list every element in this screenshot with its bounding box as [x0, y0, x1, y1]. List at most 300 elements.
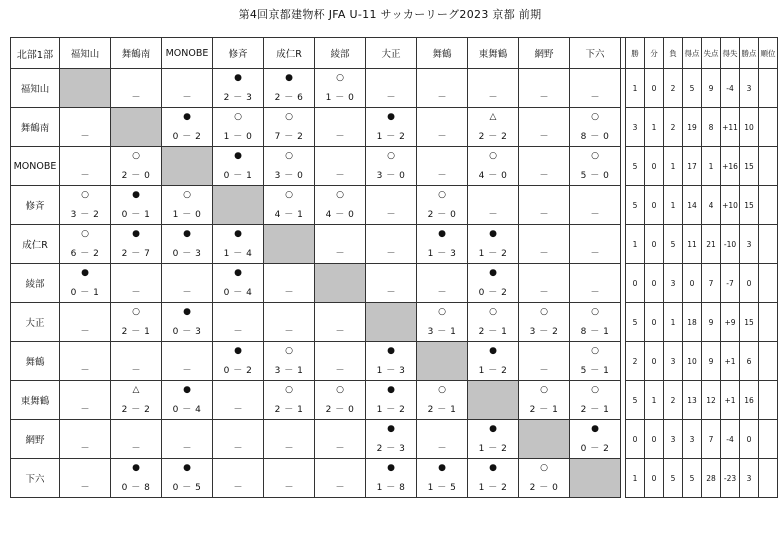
row-header-team: 成仁R	[11, 225, 60, 264]
stat-header: 失点	[702, 38, 721, 69]
match-score: 2 － 1	[529, 405, 559, 415]
match-score: 8 － 1	[580, 327, 610, 337]
stat-cell: -23	[721, 459, 740, 498]
unplayed-dash: －	[335, 483, 345, 493]
match-score: 0 － 1	[223, 171, 253, 181]
result-mark: ●	[132, 463, 140, 473]
match-result-cell	[264, 69, 315, 108]
match-result-cell	[213, 69, 264, 108]
stat-cell: 0	[645, 225, 664, 264]
unplayed-dash: －	[284, 327, 294, 337]
match-score: 1 － 2	[478, 444, 508, 454]
match-score: 1 － 0	[223, 132, 253, 142]
result-mark: ●	[183, 307, 191, 317]
result-mark: ○	[132, 151, 140, 161]
match-score: 1 － 3	[427, 249, 457, 259]
stat-cell: 0	[645, 264, 664, 303]
unplayed-match-cell	[417, 108, 468, 147]
unplayed-match-cell	[570, 69, 621, 108]
unplayed-match-cell	[60, 459, 111, 498]
stat-cell: 7	[702, 264, 721, 303]
column-header-team: 舞鶴南	[111, 38, 162, 69]
match-result-cell	[366, 342, 417, 381]
match-score: 2 － 6	[274, 93, 304, 103]
unplayed-dash: －	[233, 405, 243, 415]
unplayed-match-cell	[519, 69, 570, 108]
unplayed-match-cell	[315, 303, 366, 342]
stat-cell: 10	[740, 108, 759, 147]
result-mark: ○	[591, 151, 599, 161]
result-mark: ●	[387, 463, 395, 473]
result-mark: ●	[183, 463, 191, 473]
stat-cell: 18	[683, 303, 702, 342]
result-mark: ○	[591, 112, 599, 122]
match-score: 1 － 2	[376, 132, 406, 142]
unplayed-dash: －	[386, 210, 396, 220]
match-result-cell	[213, 108, 264, 147]
self-match-cell	[570, 459, 621, 498]
match-result-cell	[264, 147, 315, 186]
match-result-cell	[570, 303, 621, 342]
match-score: 2 － 1	[478, 327, 508, 337]
match-result-cell	[162, 108, 213, 147]
result-mark: ○	[285, 190, 293, 200]
match-score: 2 － 0	[121, 171, 151, 181]
stat-cell: 3	[664, 264, 683, 303]
stat-cell: 2	[664, 108, 683, 147]
match-result-cell	[417, 225, 468, 264]
unplayed-dash: －	[131, 366, 141, 376]
result-mark: ●	[234, 73, 242, 83]
result-mark: ●	[489, 463, 497, 473]
unplayed-match-cell	[315, 420, 366, 459]
match-score: 0 － 4	[172, 405, 202, 415]
row-header-team: 網野	[11, 420, 60, 459]
match-score: 1 － 3	[376, 366, 406, 376]
stat-cell	[759, 381, 778, 420]
unplayed-match-cell	[162, 264, 213, 303]
result-mark: ●	[387, 424, 395, 434]
match-result-cell	[315, 186, 366, 225]
stat-cell: +11	[721, 108, 740, 147]
match-result-cell	[162, 459, 213, 498]
match-result-cell	[519, 381, 570, 420]
match-score: 0 － 2	[172, 132, 202, 142]
self-match-cell	[264, 225, 315, 264]
match-result-cell	[111, 186, 162, 225]
result-mark: ●	[183, 112, 191, 122]
match-result-cell	[111, 303, 162, 342]
match-score: 5 － 0	[580, 171, 610, 181]
match-result-cell	[468, 147, 519, 186]
team-row	[11, 303, 778, 342]
match-result-cell	[468, 303, 519, 342]
match-result-cell	[468, 108, 519, 147]
team-row	[11, 420, 778, 459]
unplayed-dash: －	[335, 366, 345, 376]
team-row	[11, 225, 778, 264]
result-mark: ○	[285, 112, 293, 122]
stat-cell: 17	[683, 147, 702, 186]
stat-cell: 2	[626, 342, 645, 381]
match-result-cell	[111, 381, 162, 420]
stat-cell: 10	[683, 342, 702, 381]
result-mark: ●	[234, 346, 242, 356]
stat-cell	[759, 69, 778, 108]
match-result-cell	[315, 381, 366, 420]
match-score: 2 － 1	[121, 327, 151, 337]
unplayed-dash: －	[386, 249, 396, 259]
unplayed-match-cell	[417, 420, 468, 459]
result-mark: △	[132, 385, 140, 395]
stat-cell	[759, 420, 778, 459]
stat-cell: 5	[683, 69, 702, 108]
stat-cell	[759, 303, 778, 342]
unplayed-match-cell	[519, 147, 570, 186]
column-header-team: MONOBE	[162, 38, 213, 69]
unplayed-dash: －	[80, 483, 90, 493]
match-score: 5 － 1	[580, 366, 610, 376]
stat-cell: +10	[721, 186, 740, 225]
unplayed-match-cell	[417, 147, 468, 186]
row-header-team: 舞鶴	[11, 342, 60, 381]
match-score: 0 － 8	[121, 483, 151, 493]
page-title: 第4回京都建物杯 JFA U-11 サッカーリーグ2023 京都 前期	[238, 8, 542, 21]
result-mark: ○	[438, 190, 446, 200]
unplayed-match-cell	[162, 420, 213, 459]
stat-cell: 0	[645, 147, 664, 186]
stat-cell: 15	[740, 186, 759, 225]
match-score: 0 － 2	[478, 288, 508, 298]
stat-cell: 0	[626, 264, 645, 303]
stat-cell	[759, 186, 778, 225]
self-match-cell	[162, 147, 213, 186]
result-mark: ○	[591, 346, 599, 356]
stat-cell	[759, 342, 778, 381]
match-result-cell	[417, 381, 468, 420]
stat-cell: 3	[740, 225, 759, 264]
unplayed-match-cell	[60, 303, 111, 342]
match-score: 0 － 1	[70, 288, 100, 298]
unplayed-dash: －	[335, 444, 345, 454]
stat-cell: 0	[683, 264, 702, 303]
unplayed-match-cell	[111, 342, 162, 381]
result-mark: ○	[591, 385, 599, 395]
result-mark: ○	[336, 385, 344, 395]
row-header-team: 東舞鶴	[11, 381, 60, 420]
match-score: 2 － 0	[529, 483, 559, 493]
column-header-team: 綾部	[315, 38, 366, 69]
stat-cell: 2	[664, 381, 683, 420]
match-score: 7 － 2	[274, 132, 304, 142]
stat-cell: 1	[664, 186, 683, 225]
result-mark: ●	[183, 385, 191, 395]
match-result-cell	[213, 264, 264, 303]
match-score: 2 － 7	[121, 249, 151, 259]
unplayed-dash: －	[488, 93, 498, 103]
result-mark: ○	[285, 151, 293, 161]
unplayed-match-cell	[519, 342, 570, 381]
match-result-cell	[111, 225, 162, 264]
result-mark: ○	[489, 151, 497, 161]
stat-cell: 1	[626, 459, 645, 498]
result-mark: ○	[489, 307, 497, 317]
match-score: 2 － 1	[427, 405, 457, 415]
stat-cell: 8	[702, 108, 721, 147]
match-score: 0 － 2	[580, 444, 610, 454]
match-score: 3 － 0	[376, 171, 406, 181]
team-row	[11, 147, 778, 186]
result-mark: ●	[489, 268, 497, 278]
unplayed-dash: －	[590, 210, 600, 220]
stat-cell: 1	[645, 381, 664, 420]
match-result-cell	[570, 342, 621, 381]
result-mark: ●	[387, 112, 395, 122]
result-mark: ●	[387, 346, 395, 356]
stat-cell: 1	[702, 147, 721, 186]
stat-cell: 5	[626, 303, 645, 342]
stat-cell: 3	[683, 420, 702, 459]
stat-cell: 5	[664, 225, 683, 264]
match-result-cell	[468, 459, 519, 498]
unplayed-dash: －	[131, 288, 141, 298]
stat-cell: -4	[721, 420, 740, 459]
header-row	[11, 38, 778, 69]
unplayed-match-cell	[570, 225, 621, 264]
match-result-cell	[162, 303, 213, 342]
column-header-team: 下六	[570, 38, 621, 69]
self-match-cell	[366, 303, 417, 342]
unplayed-dash: －	[539, 171, 549, 181]
unplayed-dash: －	[80, 405, 90, 415]
team-row	[11, 264, 778, 303]
stat-cell: 21	[702, 225, 721, 264]
unplayed-dash: －	[233, 483, 243, 493]
match-result-cell	[264, 342, 315, 381]
match-result-cell	[162, 186, 213, 225]
unplayed-match-cell	[60, 108, 111, 147]
match-result-cell	[213, 225, 264, 264]
row-header-team: 大正	[11, 303, 60, 342]
unplayed-dash: －	[335, 249, 345, 259]
match-result-cell	[366, 459, 417, 498]
unplayed-match-cell	[213, 459, 264, 498]
stat-cell: 0	[645, 303, 664, 342]
match-result-cell	[264, 381, 315, 420]
match-score: 1 － 2	[478, 249, 508, 259]
unplayed-dash: －	[437, 171, 447, 181]
match-score: 0 － 1	[121, 210, 151, 220]
unplayed-dash: －	[131, 93, 141, 103]
match-score: 1 － 4	[223, 249, 253, 259]
unplayed-match-cell	[264, 459, 315, 498]
result-mark: ●	[81, 268, 89, 278]
result-mark: ○	[540, 463, 548, 473]
stat-cell: 15	[740, 147, 759, 186]
match-score: 3 － 0	[274, 171, 304, 181]
column-header-team: 成仁R	[264, 38, 315, 69]
result-mark: ○	[540, 385, 548, 395]
unplayed-match-cell	[264, 264, 315, 303]
match-result-cell	[60, 264, 111, 303]
match-result-cell	[60, 186, 111, 225]
match-result-cell	[417, 186, 468, 225]
result-mark: ○	[336, 73, 344, 83]
unplayed-match-cell	[60, 342, 111, 381]
result-mark: ○	[336, 190, 344, 200]
match-score: 0 － 3	[172, 249, 202, 259]
result-mark: ●	[132, 190, 140, 200]
match-result-cell	[366, 108, 417, 147]
unplayed-dash: －	[284, 444, 294, 454]
stat-cell: 19	[683, 108, 702, 147]
match-result-cell	[570, 147, 621, 186]
row-header-team: 福知山	[11, 69, 60, 108]
corner-label: 北部1部	[11, 38, 60, 69]
team-row	[11, 459, 778, 498]
match-score: 2 － 1	[580, 405, 610, 415]
stat-cell: 2	[664, 69, 683, 108]
match-result-cell	[468, 420, 519, 459]
stat-cell: 9	[702, 303, 721, 342]
result-mark: ●	[489, 229, 497, 239]
stat-cell	[759, 264, 778, 303]
result-mark: ●	[591, 424, 599, 434]
result-mark: ○	[540, 307, 548, 317]
result-mark: ○	[438, 307, 446, 317]
match-result-cell	[468, 342, 519, 381]
row-header-team: 修斉	[11, 186, 60, 225]
match-result-cell	[519, 303, 570, 342]
unplayed-match-cell	[162, 69, 213, 108]
stat-cell: 0	[740, 420, 759, 459]
stat-cell: -7	[721, 264, 740, 303]
match-score: 1 － 8	[376, 483, 406, 493]
self-match-cell	[213, 186, 264, 225]
stat-cell: 1	[664, 147, 683, 186]
match-score: 1 － 2	[376, 405, 406, 415]
unplayed-match-cell	[315, 459, 366, 498]
unplayed-dash: －	[182, 366, 192, 376]
match-score: 2 － 2	[121, 405, 151, 415]
match-score: 2 － 1	[274, 405, 304, 415]
unplayed-dash: －	[539, 210, 549, 220]
stat-cell: 5	[664, 459, 683, 498]
match-result-cell	[315, 69, 366, 108]
match-score: 2 － 3	[223, 93, 253, 103]
match-result-cell	[111, 147, 162, 186]
unplayed-dash: －	[539, 288, 549, 298]
result-mark: ●	[489, 424, 497, 434]
unplayed-match-cell	[366, 69, 417, 108]
result-mark: ○	[285, 346, 293, 356]
match-score: 6 － 2	[70, 249, 100, 259]
unplayed-match-cell	[315, 225, 366, 264]
unplayed-match-cell	[264, 303, 315, 342]
unplayed-match-cell	[366, 264, 417, 303]
column-header-team: 大正	[366, 38, 417, 69]
result-mark: ○	[438, 385, 446, 395]
unplayed-dash: －	[335, 171, 345, 181]
match-score: 0 － 3	[172, 327, 202, 337]
self-match-cell	[519, 420, 570, 459]
stat-cell: 5	[626, 186, 645, 225]
match-score: 1 － 5	[427, 483, 457, 493]
match-score: 4 － 1	[274, 210, 304, 220]
result-mark: ○	[183, 190, 191, 200]
unplayed-dash: －	[437, 132, 447, 142]
unplayed-match-cell	[315, 147, 366, 186]
unplayed-match-cell	[162, 342, 213, 381]
stat-cell: 5	[626, 381, 645, 420]
unplayed-match-cell	[519, 225, 570, 264]
unplayed-match-cell	[519, 186, 570, 225]
row-header-team: 綾部	[11, 264, 60, 303]
result-mark: ○	[387, 151, 395, 161]
result-mark: ●	[234, 268, 242, 278]
match-score: 0 － 4	[223, 288, 253, 298]
stat-cell: 0	[645, 69, 664, 108]
stat-cell: +9	[721, 303, 740, 342]
result-mark: ●	[132, 229, 140, 239]
match-result-cell	[417, 303, 468, 342]
unplayed-dash: －	[539, 366, 549, 376]
stat-cell: 9	[702, 342, 721, 381]
result-mark: ●	[183, 229, 191, 239]
stat-cell: 6	[740, 342, 759, 381]
unplayed-match-cell	[60, 381, 111, 420]
unplayed-match-cell	[519, 108, 570, 147]
unplayed-match-cell	[570, 264, 621, 303]
row-header-team: 下六	[11, 459, 60, 498]
match-result-cell	[468, 264, 519, 303]
unplayed-match-cell	[366, 225, 417, 264]
stat-cell: -4	[721, 69, 740, 108]
stat-cell: 0	[626, 420, 645, 459]
unplayed-dash: －	[437, 93, 447, 103]
stat-cell: 0	[645, 342, 664, 381]
match-score: 3 － 1	[427, 327, 457, 337]
match-score: 4 － 0	[325, 210, 355, 220]
unplayed-dash: －	[590, 93, 600, 103]
result-mark: ●	[489, 346, 497, 356]
unplayed-match-cell	[315, 342, 366, 381]
unplayed-dash: －	[80, 171, 90, 181]
unplayed-match-cell	[111, 69, 162, 108]
stat-cell: 1	[626, 69, 645, 108]
unplayed-match-cell	[213, 303, 264, 342]
stat-cell: -10	[721, 225, 740, 264]
match-result-cell	[366, 420, 417, 459]
column-header-team: 東舞鶴	[468, 38, 519, 69]
unplayed-dash: －	[488, 210, 498, 220]
stat-cell: +16	[721, 147, 740, 186]
result-mark: ○	[132, 307, 140, 317]
match-result-cell	[60, 225, 111, 264]
unplayed-dash: －	[182, 93, 192, 103]
row-header-team: MONOBE	[11, 147, 60, 186]
self-match-cell	[468, 381, 519, 420]
result-mark: ○	[81, 190, 89, 200]
unplayed-dash: －	[80, 444, 90, 454]
unplayed-dash: －	[284, 288, 294, 298]
result-mark: ●	[234, 229, 242, 239]
match-score: 2 － 2	[478, 132, 508, 142]
team-row	[11, 381, 778, 420]
team-row	[11, 108, 778, 147]
result-mark: ●	[234, 151, 242, 161]
match-result-cell	[264, 186, 315, 225]
